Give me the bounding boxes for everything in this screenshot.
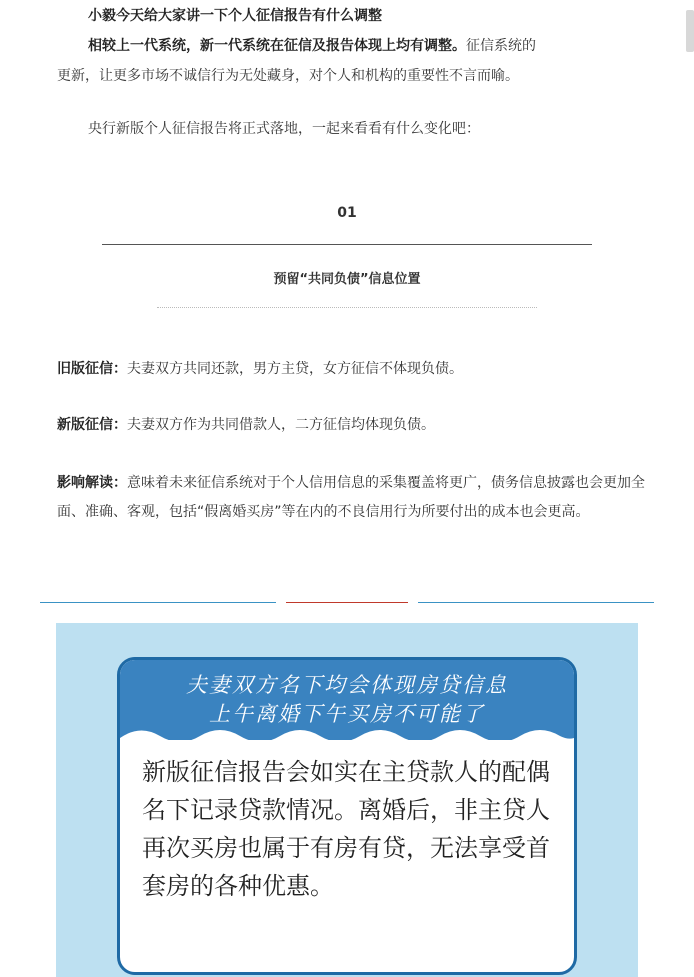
item-new-credit [57,411,647,440]
intro-rest-text: 征信系统的 [466,38,536,54]
card-headline-2: 上午离婚下午买房不可能了 [209,702,485,726]
section-number: 01 [337,205,357,221]
item-old-credit [57,355,647,384]
item-label: 旧版征信： [57,361,127,377]
scrollbar[interactable] [686,10,694,52]
intro-bold-text: 相较上一代系统，新一代系统在征信及报告体现上均有调整。 [88,38,466,54]
intro-title: 小毅今天给大家讲一下个人征信报告有什么调整 [88,8,382,24]
section-dotted-divider [157,307,537,308]
item-text: 夫妻双方共同还款，男方主贷，女方征信不体现负债。 [127,361,463,377]
intro-line-4: 央行新版个人征信报告将正式落地，一起来看看有什么变化吧： [88,121,480,137]
item-text: 夫妻双方作为共同借款人，二方征信均体现负债。 [127,417,435,433]
divider-center [286,602,408,603]
card-body-text: 新版征信报告会如实在主贷款人的配偶名下记录贷款情况。离婚后，非主贷人再次买房也属于有房有贷，无法享受首套房的各种优惠。 [142,758,550,900]
section-title: 预留“共同负债”信息位置 [273,272,421,287]
intro-line-2 [88,31,536,61]
item-label: 影响解读： [57,475,127,491]
info-card [117,657,577,975]
intro-line-3: 更新，让更多市场不诚信行为无处藏身，对个人和机构的重要性不言而喻。 [57,68,519,84]
divider-right [418,602,654,603]
section-divider [102,244,592,245]
item-impact [57,469,647,527]
card-wave-decoration [120,720,574,752]
item-text: 意味着未来征信系统对于个人信用信息的采集覆盖将更广，债务信息披露也会更加全面、准确、客观，包括“假离婚买房”等在内的不良信用行为所要付出的成本也会更高。 [57,475,645,520]
card-headline-1: 夫妻双方名下均会体现房贷信息 [186,673,508,697]
divider-left [40,602,276,603]
item-label: 新版征信： [57,417,127,433]
